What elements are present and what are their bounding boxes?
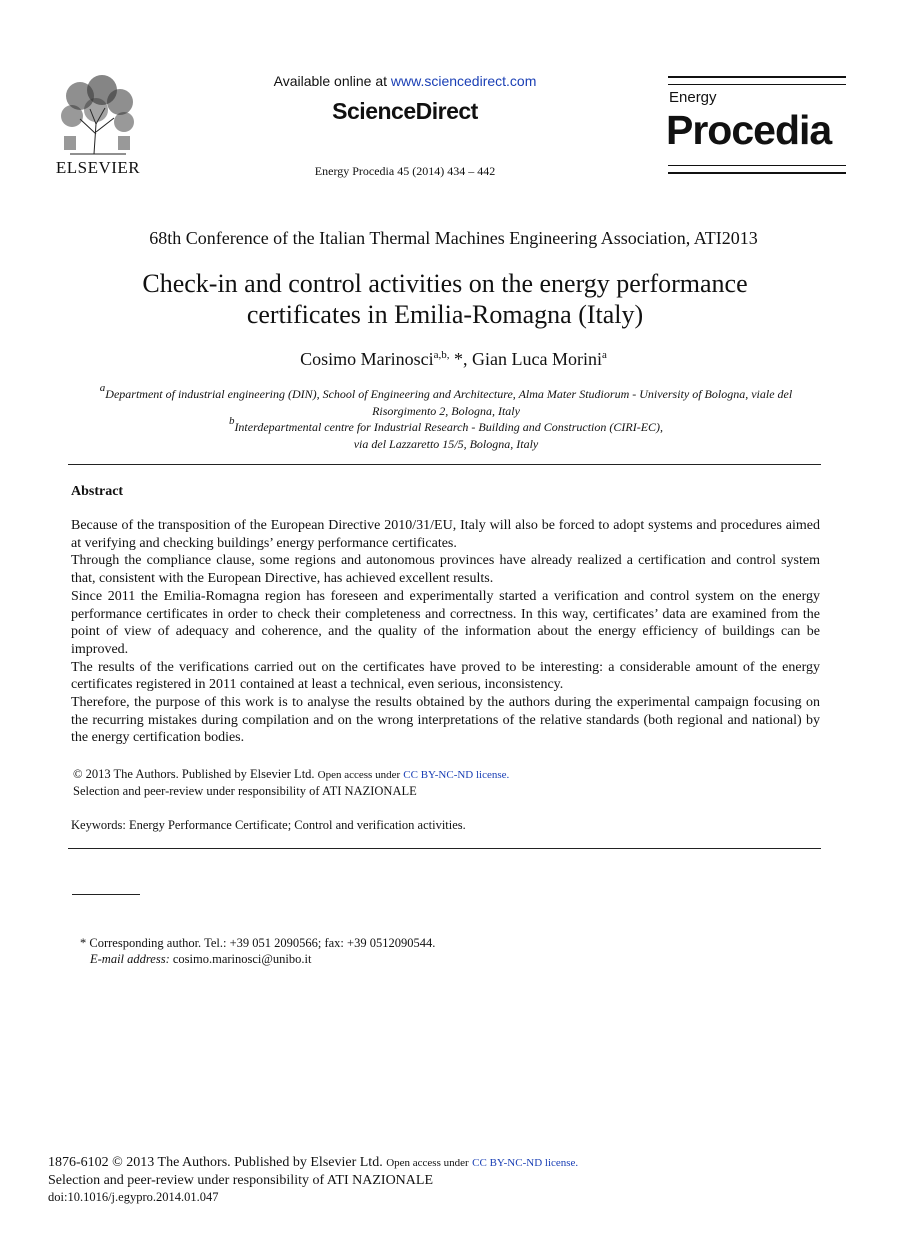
corresponding-author: * Corresponding author. Tel.: +39 051 2090566; fax: +39 0512090544. <box>80 936 436 950</box>
divider <box>68 848 821 849</box>
author-affiliation-mark: a,b, <box>433 349 450 361</box>
page-footer <box>48 1154 578 1206</box>
affiliation-mark: a <box>99 382 106 394</box>
keywords: Keywords: Energy Performance Certificate; Control and verification activities. <box>71 818 466 832</box>
journal-logo-procedia: Procedia <box>666 107 832 153</box>
affiliation-mark: b <box>228 415 235 427</box>
sciencedirect-link[interactable]: www.sciencedirect.com <box>390 73 537 89</box>
author-affiliation-mark: a <box>601 349 607 361</box>
footer-peer-review: Selection and peer-review under responsibility of ATI NAZIONALE <box>48 1173 433 1188</box>
open-access-label: Open access under <box>317 769 401 781</box>
available-prefix: Available online at <box>273 73 391 89</box>
peer-review-note: Selection and peer-review under responsibility of ATI NAZIONALE <box>73 784 417 798</box>
affiliation-b-line1: $^b$Interdepartmental centre for Industrial Research - Building and Construction (CIRI-EC), <box>228 415 664 434</box>
footer-copyright: 1876-6102 © 2013 The Authors. Published by Elsevier Ltd. <box>48 1155 383 1170</box>
journal-logo-bottom-rule <box>668 165 846 174</box>
title-line: Check-in and control activities on the energy performance <box>142 269 748 298</box>
journal-logo-top-rule <box>668 76 846 85</box>
elsevier-tree-icon <box>50 74 146 156</box>
email-label: E-mail address: <box>90 952 170 966</box>
license-link[interactable]: CC BY-NC-ND license. <box>472 1157 579 1169</box>
abstract-paragraph: Since 2011 the Emilia-Romagna region has foreseen and experimentally started a verification and control system on the energy performance certificates in order to check their completeness and correctness. In this way, certificates’ data are examined from the point of view of adequacy and coherence, and the quality of the information about the energy efficiency of buildings can be improved. <box>71 588 820 657</box>
doi[interactable]: doi:10.1016/j.egypro.2014.01.047 <box>48 1190 219 1204</box>
title-line: certificates in Emilia-Romagna (Italy) <box>246 300 644 329</box>
affiliations <box>70 382 822 452</box>
abstract-body <box>71 517 820 747</box>
sciencedirect-logo: ScienceDirect <box>332 98 478 124</box>
copyright-text: © 2013 The Authors. Published by Elsevier Ltd. <box>73 767 315 781</box>
author-name: Gian Luca Morini <box>472 349 602 369</box>
open-access-label: Open access under <box>386 1157 469 1169</box>
abstract-paragraph: Therefore, the purpose of this work is to analyse the results obtained by the authors during the experimental campaign focusing on the recurring mistakes during compilation and on the wrong interpretations of the relative standards (both regional and national) by the energy certification bodies. <box>71 695 820 746</box>
affiliation-a-line2: Risorgimento 2, Bologna, Italy <box>372 403 520 418</box>
abstract-paragraph: Because of the transposition of the European Directive 2010/31/EU, Italy will also be forced to adopt systems and procedures aimed at verifying and checking buildings’ energy performance certificates. <box>71 518 820 551</box>
author-name: Cosimo Marinosci <box>300 349 434 369</box>
footnote <box>80 935 435 967</box>
affiliation-a-line1: $^a$Department of industrial engineering (DIN), School of Engineering and Architecture, Alma Mater Studiorum - University of Bologna, viale del <box>99 382 793 401</box>
journal-reference: Energy Procedia 45 (2014) 434 – 442 <box>314 164 496 178</box>
available-online <box>220 73 590 89</box>
abstract-heading: Abstract <box>71 484 124 499</box>
affiliation-b-line2: via del Lazzaretto 15/5, Bologna, Italy <box>353 436 539 451</box>
abstract-paragraph: Through the compliance clause, some regions and autonomous provinces have already realized a certification and control system that, consistent with the European Directive, has achieved excellent results. <box>71 553 820 587</box>
license-link[interactable]: CC BY-NC-ND license. <box>403 769 510 781</box>
footnote-rule <box>72 894 140 895</box>
journal-logo-energy: Energy <box>669 89 717 106</box>
email-address[interactable]: cosimo.marinosci@unibo.it <box>172 952 312 966</box>
author-separator: *, <box>449 349 473 369</box>
elsevier-wordmark: ELSEVIER <box>55 158 141 177</box>
conference-name: 68th Conference of the Italian Thermal Machines Engineering Association, ATI2013 <box>149 228 758 248</box>
divider <box>68 464 821 465</box>
abstract-paragraph: The results of the verifications carried out on the certificates have proved to be interesting: a considerable amount of the energy certificates registered in 2011 contained at least a technical, even serious, inconsistency. <box>71 659 820 693</box>
author-list <box>0 349 907 370</box>
paper-title <box>90 268 800 330</box>
copyright-notice <box>73 766 822 799</box>
